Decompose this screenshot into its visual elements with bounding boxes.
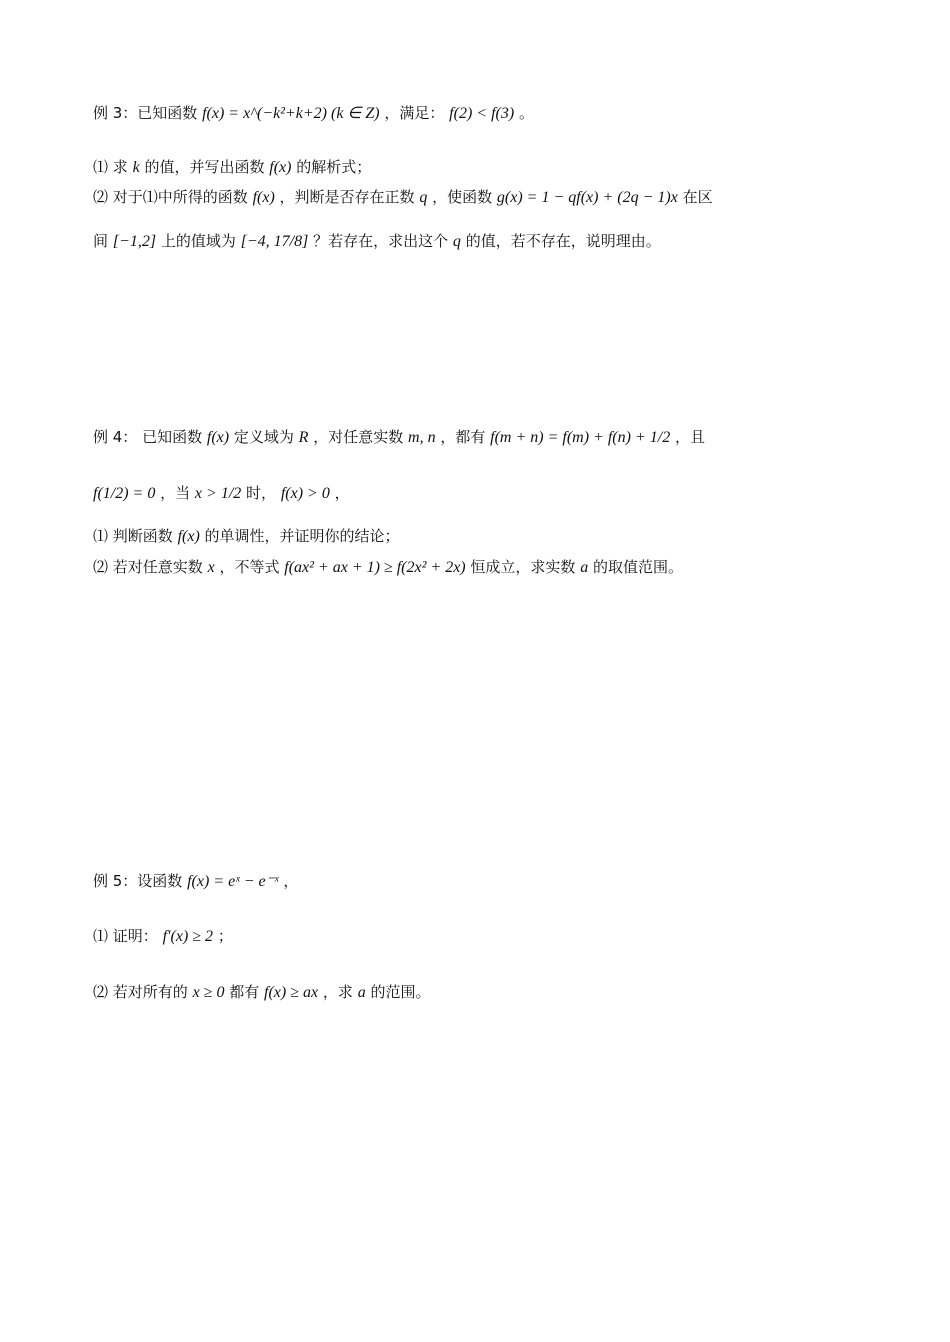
- example3-question2-cont: [93, 231, 661, 252]
- q2-text-b: ，判断是否存在正数: [279, 188, 415, 206]
- e5q2-a: a: [357, 984, 366, 1001]
- e4q2-text-c: 恒成立，求实数: [470, 558, 576, 576]
- example4-mn: m, n: [408, 429, 436, 446]
- example4-cond-eq: f(1/2) = 0: [93, 485, 156, 502]
- e4q1-text-a: ⑴ 判断函数: [93, 527, 173, 545]
- example5-question2: [93, 982, 431, 1003]
- example3-intro: [93, 103, 534, 124]
- example3-condition: f(2) < f(3): [449, 105, 515, 122]
- e4q2-text-b: ，不等式: [219, 558, 280, 576]
- example4-label: 例 4： 已知函数: [93, 428, 203, 446]
- e4q2-inequality: f(ax² + ax + 1) ≥ f(2x² + 2x): [284, 559, 466, 576]
- e4q2-a: a: [580, 559, 589, 576]
- e5q1-math: f′(x) ≥ 2: [162, 928, 214, 945]
- e4q2-x: x: [207, 559, 215, 576]
- example4-cond-pos: f(x) > 0: [280, 485, 330, 502]
- example4-condition: [93, 483, 350, 504]
- example4-cond-end: ，: [334, 484, 350, 502]
- example4-R: R: [298, 429, 309, 446]
- q2c-var-q: q: [452, 233, 461, 250]
- example4-mid3: ，都有: [440, 428, 486, 446]
- q2-fx: f(x): [252, 189, 275, 206]
- example3-label: 例 3：已知函数: [93, 104, 198, 122]
- q2c-text-c: ？若存在，求出这个: [313, 232, 449, 250]
- example5-label: 例 5：设函数: [93, 872, 183, 890]
- q1-fx: f(x): [269, 159, 292, 176]
- e5q1-text-a: ⑴ 证明：: [93, 927, 158, 945]
- example3-intro-end: 。: [518, 104, 534, 122]
- example4-cond-x: x > 1/2: [194, 485, 242, 502]
- e4q2-text-a: ⑵ 若对任意实数: [93, 558, 203, 576]
- example4-cond-mid2: 时，: [246, 484, 277, 502]
- q2c-text-b: 上的值域为: [160, 232, 236, 250]
- e5q2-text-c: ，求: [322, 983, 353, 1001]
- example3-intro-mid: ，满足：: [384, 104, 445, 122]
- q1-var-k: k: [132, 159, 140, 176]
- e5q2-text-b: 都有: [229, 983, 260, 1001]
- e5q2-cond: x ≥ 0: [192, 984, 225, 1001]
- e4q1-text-b: 的单调性，并证明你的结论；: [204, 527, 400, 545]
- q2-var-q: q: [419, 189, 428, 206]
- q2c-text-d: 的值，若不存在，说明理由。: [465, 232, 661, 250]
- q2-text-d: 在区: [682, 188, 713, 206]
- example4-cond-mid: ，当: [160, 484, 191, 502]
- q2-text-c: ，使函数: [432, 188, 493, 206]
- example5-function-def: f(x) = eˣ − e⁻ˣ: [187, 873, 279, 890]
- q2c-text-a: 间: [93, 232, 109, 250]
- q2-g-function: g(x) = 1 − qf(x) + (2q − 1)x: [496, 189, 678, 206]
- q1-text-a: ⑴ 求: [93, 158, 128, 176]
- e5q2-text-d: 的范围。: [370, 983, 431, 1001]
- example4-fx: f(x): [206, 429, 230, 446]
- example5-end: ，: [283, 872, 299, 890]
- q2-text-a: ⑵ 对于⑴中所得的函数: [93, 188, 248, 206]
- e5q2-text-a: ⑵ 若对所有的: [93, 983, 188, 1001]
- q1-text-b: 的值，并写出函数: [144, 158, 265, 176]
- example5-question1: [93, 926, 233, 947]
- example4-question1: [93, 526, 400, 547]
- e5q2-inequality: f(x) ≥ ax: [264, 984, 319, 1001]
- example4-mid2: ，对任意实数: [313, 428, 404, 446]
- example4-question2: [93, 557, 683, 578]
- example3-question1: [93, 157, 371, 178]
- e4q2-text-d: 的取值范围。: [592, 558, 683, 576]
- example3-function-def: f(x) = x^(−k²+k+2) (k ∈ Z): [202, 105, 380, 122]
- example4-mid: 定义域为: [233, 428, 294, 446]
- example4-end: ，且: [674, 428, 705, 446]
- example4-intro: [93, 427, 705, 448]
- example5-intro: [93, 871, 298, 892]
- q1-text-c: 的解析式；: [296, 158, 372, 176]
- example4-functional-equation: f(m + n) = f(m) + f(n) + 1/2: [490, 429, 671, 446]
- e4q1-fx: f(x): [177, 528, 200, 545]
- e5q1-end: ；: [217, 927, 233, 945]
- q2c-range: [−4, 17/8]: [240, 233, 309, 250]
- q2c-interval: [−1,2]: [112, 233, 157, 250]
- example3-question2: [93, 187, 713, 208]
